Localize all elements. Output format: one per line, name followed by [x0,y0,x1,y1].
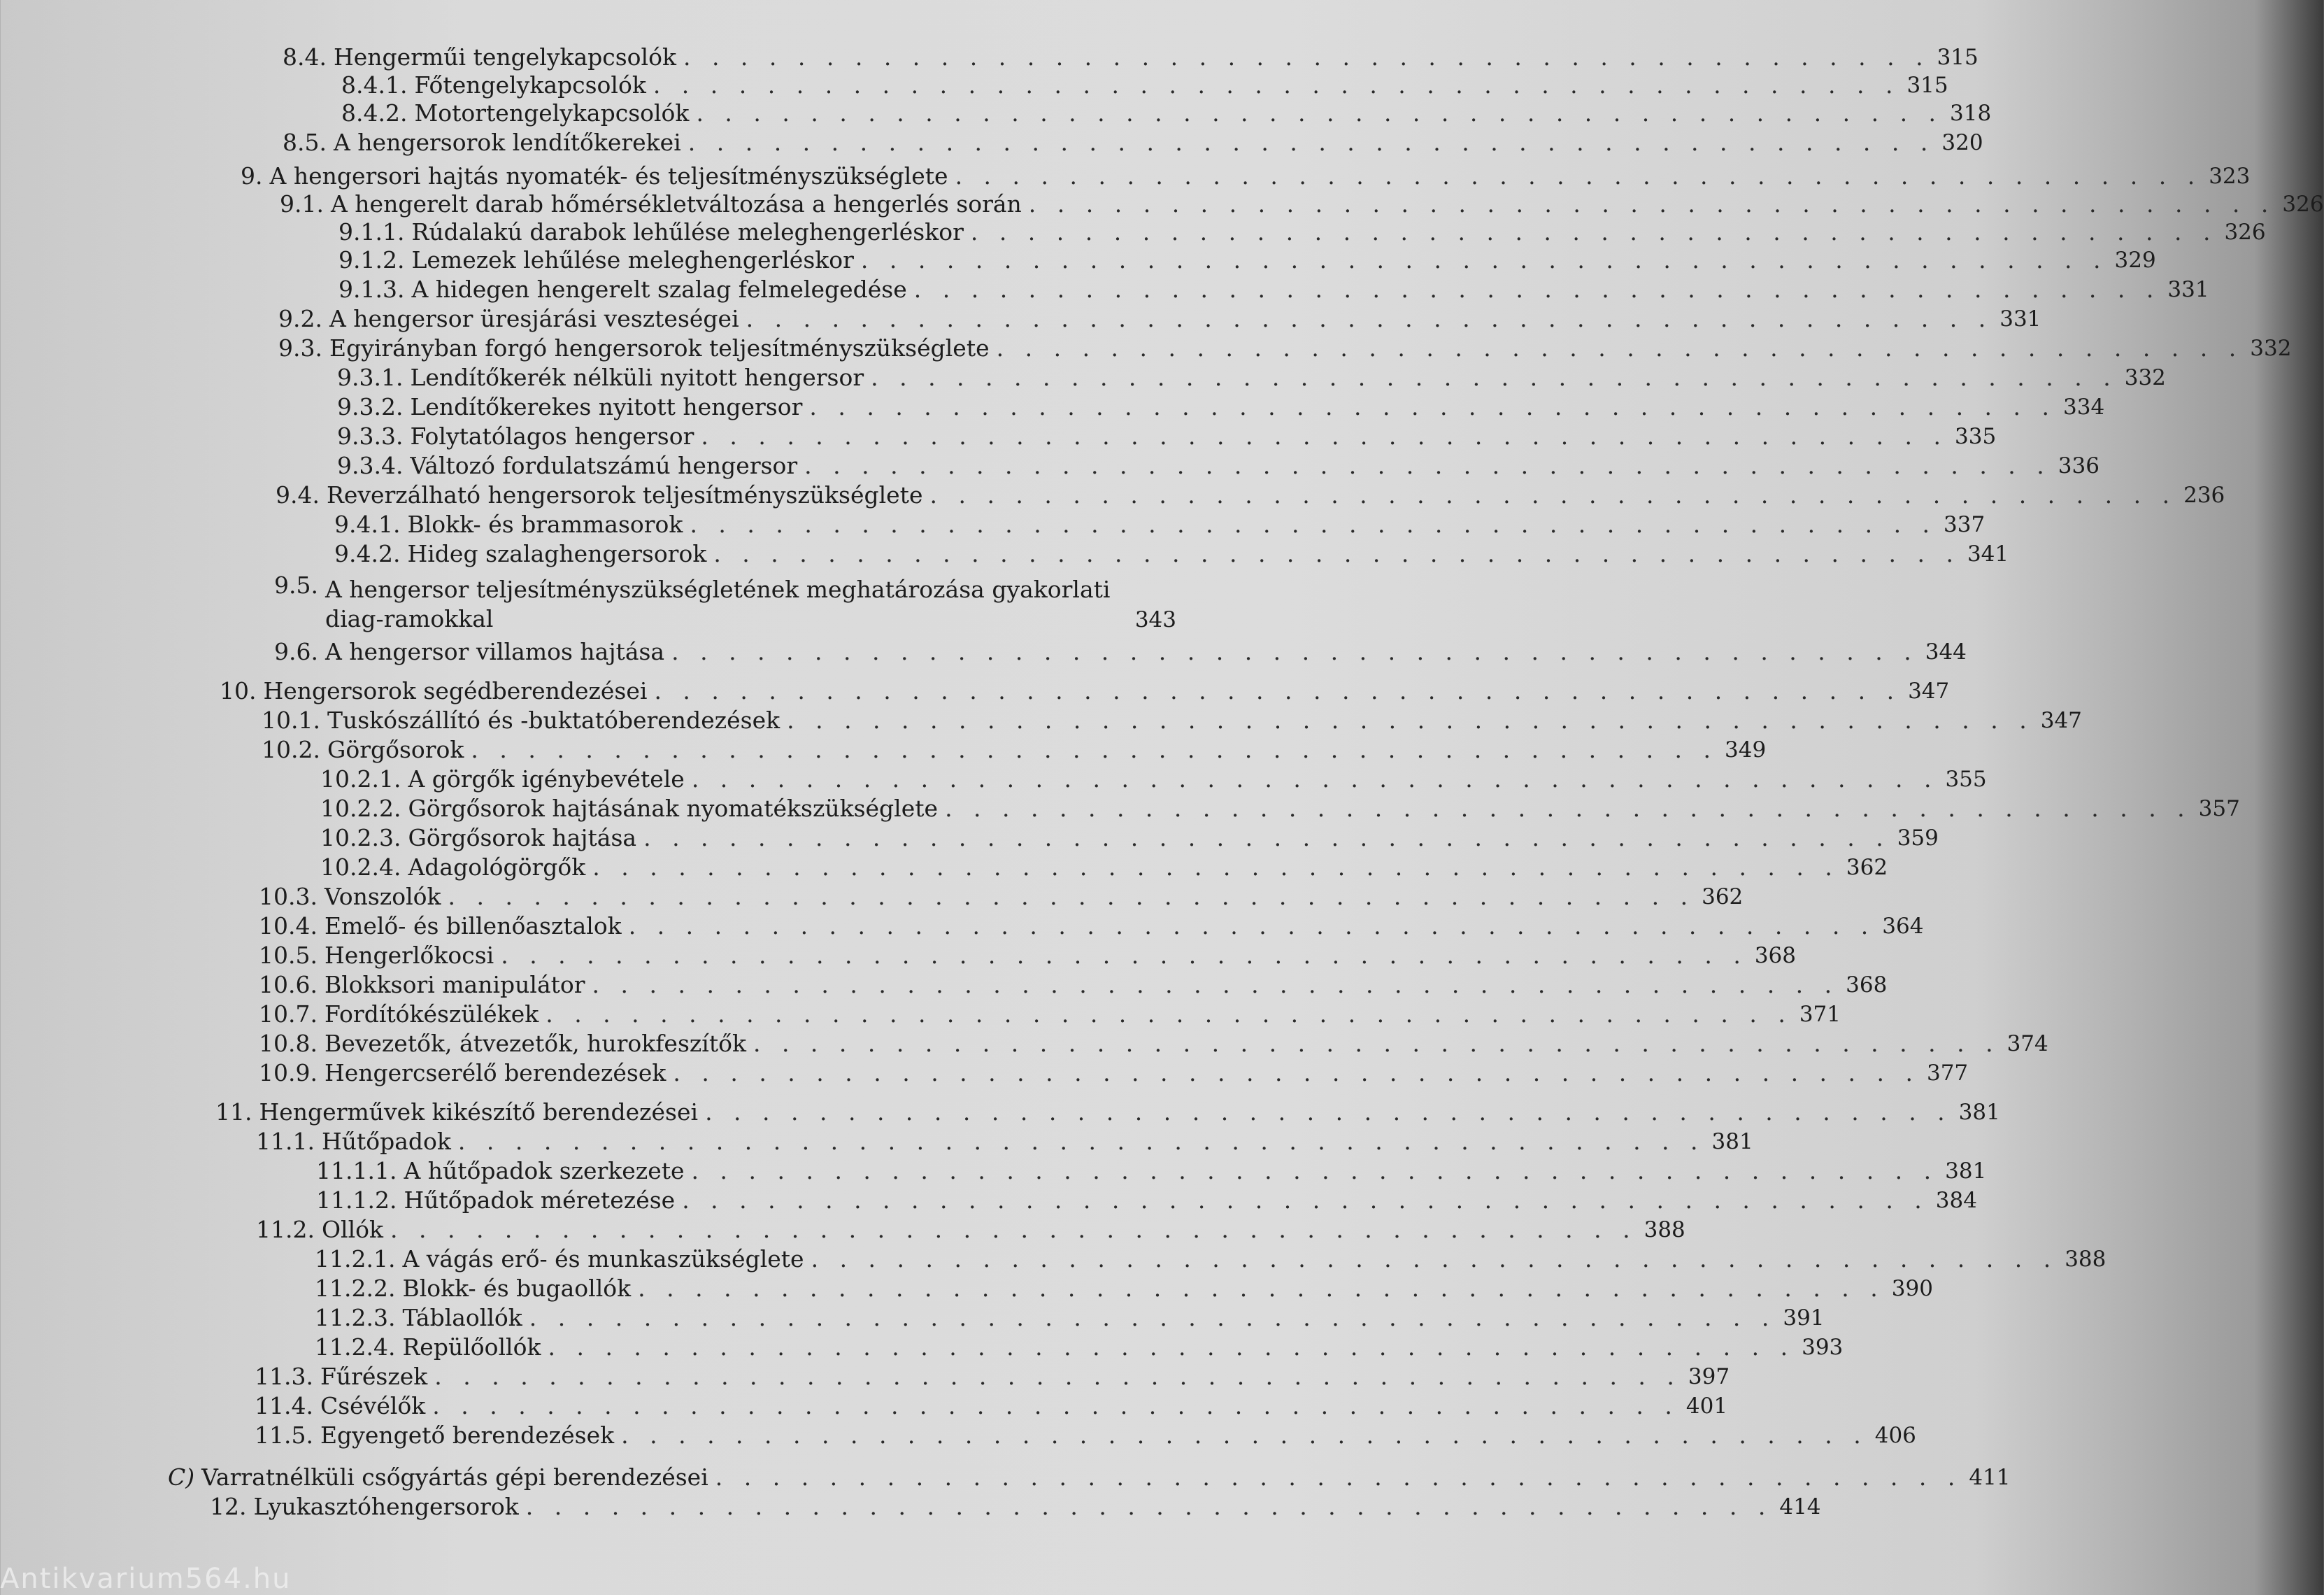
leader-dots: . . . . . . . . . . . . . . . . . . . . . . . . . . . . . . . . . . . . . . . . . . . . [913,276,2161,303]
entry-number: 11.1.2. [316,1186,397,1214]
leader-dots: . . . . . . . . . . . . . . . . . . . . . . . . . . . . . . . . . . . . . . . . . . . . [434,1363,1681,1390]
entry-number: 11.1. [256,1128,315,1155]
entry-number: 9.5. [274,572,318,599]
entry-page: 323 [2209,164,2251,189]
leader-dots: . . . . . . . . . . . . . . . . . . . . . . . . . . . . . . . . . . . . . . . . . . . . [804,452,2051,479]
entry-page: 377 [1926,1061,1969,1086]
toc-entry [259,965,1888,999]
leader-dots: . . . . . . . . . . . . . . . . . . . . . . . . . . . . . . . . . . . . . . . . . . . . [690,511,1937,538]
entry-title: Hengercserélő berendezések [324,1059,666,1086]
toc-entry [337,358,2166,392]
toc-entry [215,1093,2000,1126]
entry-title: Repülőollók [402,1333,541,1361]
entry-page: 362 [1702,884,1744,909]
toc-entry [315,1328,1844,1361]
entry-title: A vágás erő- és munkaszükséglete [402,1245,804,1273]
entry-number: 9.1.1. [338,218,405,246]
leader-dots: . . . . . . . . . . . . . . . . . . . . . . . . . . . . . . . . . . . . . . . . . . . . [955,162,2202,190]
entry-title: Görgősorok hajtásának nyomatékszükséglete [408,795,939,822]
leader-dots: . . . . . . . . . . . . . . . . . . . . . . . . . . . . . . . . . . . . . . . . . . . . [471,736,1718,763]
leader-dots: . . . . . . . . . . . . . . . . . . . . . . . . . . . . . . . . . . . . . . . . . . . . [643,824,1890,851]
entry-page: 397 [1688,1364,1730,1389]
entry-page: 236 [2183,483,2225,508]
entry-page: 329 [2114,248,2156,273]
leader-dots: . . . . . . . . . . . . . . . . . . . . . . . . . . . . . . . . . . . . . . . . . . . . [671,638,1918,665]
entry-number: 10.2.2. [320,795,401,822]
toc-entry [320,789,2240,823]
toc-entry [256,1210,1685,1244]
entry-number: 11. [215,1098,252,1126]
entry-title: A hengersor üresjárási veszteségei [329,305,739,332]
entry-title: A hengersor villamos hajtása [325,638,665,665]
entry-title: Hengersorok segédberendezései [263,677,648,704]
leader-dots: . . . . . . . . . . . . . . . . . . . . . . . . . . . . . . . . . . . . . . . . . . . . [691,765,1939,793]
leader-dots: . . . . . . . . . . . . . . . . . . . . . . . . . . . . . . . . . . . . . . . . . . . . [701,423,1948,450]
toc-entry [320,848,1888,881]
toc-entry [338,270,2209,304]
entry-number: 9.3. [278,334,322,362]
leader-dots: . . . . . . . . . . . . . . . . . . . . . . . . . . . . . . . . . . . . . . . . . . . . [696,99,1944,127]
entry-number: 9.3.1. [337,364,404,391]
entry-page: 334 [2063,395,2105,420]
entry-title: Hűtőpadok méretezése [404,1186,676,1214]
leader-dots: . . . . . . . . . . . . . . . . . . . . . . . . . . . . . . . . . . . . . . . . . . . . [448,883,1695,910]
entry-page: 388 [2065,1247,2106,1272]
toc-entry [256,1122,1753,1156]
leader-dots: . . . . . . . . . . . . . . . . . . . . . . . . . . . . . . . . . . . . . . . . . . . . [525,1493,1773,1520]
leader-dots: . . . . . . . . . . . . . . . . . . . . . . . . . . . . . . . . . . . . . . . . . . . . [871,364,2118,391]
entry-number: 9.1. [280,190,324,218]
entry-title: Lemezek lehűlése meleghengerléskor [411,246,854,274]
entry-number: 9.4.1. [334,511,401,538]
entry-page: 331 [2167,277,2209,302]
leader-dots: . . . . . . . . . . . . . . . . . . . . . . . . . . . . . . . . . . . . . . . . . . . . [787,707,2034,734]
entry-page: 388 [1644,1217,1685,1242]
entry-number: 11.2.2. [315,1275,396,1302]
toc-entry [262,701,2082,735]
entry-title: Egyengető berendezések [320,1422,615,1449]
entry-title: Rúdalakú darabok lehűlése meleghengerléskor [411,218,964,246]
watermark: Antikvarium564.hu [0,1563,292,1595]
entry-number: 9.1.2. [338,246,405,274]
entry-title: Lyukasztóhengersorok [253,1493,519,1520]
entry-title: Hűtőpadok [321,1128,451,1155]
entry-page: 390 [1891,1276,1933,1301]
entry-number: C) [168,1463,195,1491]
entry-page: 359 [1897,825,1939,851]
entry-number: 10.2. [262,736,320,763]
entry-number: 9.2. [278,305,322,332]
entry-number: 10.7. [259,1000,318,1028]
entry-page: 315 [1937,45,1979,70]
toc-entry [341,94,1992,127]
toc-entry [315,1269,1933,1303]
leader-dots: . . . . . . . . . . . . . . . . . . . . . . . . . . . . . . . . . . . . . . . . . . . . [811,1245,2058,1273]
entry-title: A hűtőpadok szerkezete [404,1157,685,1184]
toc-entry [337,446,2100,480]
toc-entry [338,241,2156,274]
toc-entry [334,534,2009,568]
entry-number: 8.4.1. [341,71,408,99]
entry-title: Hengerlőkocsi [324,942,494,969]
entry-number: 11.2.3. [315,1304,396,1331]
toc-entry [276,476,2225,509]
entry-page: 332 [2124,365,2166,390]
toc-entry [262,730,1767,764]
entry-number: 8.5. [283,129,327,156]
toc-entry [259,995,1841,1028]
entry-number: 10.2.3. [320,824,401,851]
entry-page: 326 [2282,192,2324,217]
leader-dots: . . . . . . . . . . . . . . . . . . . . . . . . . . . . . . . . . . . . . . . . . . . . [621,1422,1868,1449]
entry-page: 357 [2198,796,2240,821]
leader-dots: . . . . . . . . . . . . . . . . . . . . . . . . . . . . . . . . . . . . . . . . . . . . [432,1392,1679,1419]
toc-entry [210,1487,1821,1521]
entry-page: 362 [1846,855,1888,880]
toc-entry [259,1054,1969,1087]
toc-entry [315,1298,1825,1332]
entry-number: 11.2.1. [315,1245,396,1273]
entry-title: A hengersor teljesítményszükségletének meghatározása gyakorlati diag-ramokkal [325,576,1111,632]
entry-title: Lendítőkerekes nyitott hengersor [410,393,803,420]
entry-page: 315 [1906,73,1948,98]
toc-entry [168,1458,2011,1491]
entry-page: 411 [1969,1465,2011,1490]
leader-dots: . . . . . . . . . . . . . . . . . . . . . . . . . . . . . . . . . . . . . . . . . . . . [638,1275,1885,1302]
entry-title: Csévélők [320,1392,426,1419]
entry-number: 12. [210,1493,247,1520]
leader-dots: . . . . . . . . . . . . . . . . . . . . . . . . . . . . . . . . . . . . . . . . . . . . [654,677,1902,704]
entry-page: 381 [1958,1100,2000,1125]
leader-dots: . . . . . . . . . . . . . . . . . . . . . . . . . . . . . . . . . . . . . . . . . . . . [548,1333,1795,1361]
entry-title: A hengersori hajtás nyomaték- és teljesítményszükséglete [269,162,948,190]
entry-number: 11.4. [255,1392,313,1419]
toc-entry [316,1151,1987,1185]
entry-title: Reverzálható hengersorok teljesítményszükséglete [326,481,923,509]
entry-number: 10.2.1. [320,765,401,793]
entry-number: 9.3.4. [337,452,404,479]
entry-title: Táblaollók [402,1304,522,1331]
leader-dots: . . . . . . . . . . . . . . . . . . . . . . . . . . . . . . . . . . . . . . . . . . . . [945,795,2192,822]
entry-title: Hengerművek kikészítő berendezései [259,1098,699,1126]
entry-page: 349 [1725,737,1767,763]
entry-page: 347 [1908,679,1950,704]
entry-number: 9. [241,162,263,190]
entry-page: 401 [1685,1394,1728,1419]
entry-page: 336 [2058,453,2100,478]
leader-dots: . . . . . . . . . . . . . . . . . . . . . . . . . . . . . . . . . . . . . . . . . . . . [501,942,1748,969]
entry-page: 343 [1134,607,1176,632]
entry-number: 9.6. [274,638,318,665]
entry-title: Bevezetők, átvezetők, hurokfeszítők [324,1030,746,1057]
entry-title: Tuskószállító és -buktatóberendezések [327,707,780,734]
entry-title: Főtengelykapcsolók [414,71,646,99]
leader-dots: . . . . . . . . . . . . . . . . . . . . . . . . . . . . . . . . . . . . . . . . . . . . [457,1128,1705,1155]
leader-dots: . . . . . . . . . . . . . . . . . . . . . . . . . . . . . . . . . . . . . . . . . . . . [1028,190,2276,218]
toc-entry [316,1181,1977,1214]
entry-number: 10. [220,677,257,704]
leader-dots: . . . . . . . . . . . . . . . . . . . . . . . . . . . . . . . . . . . . . . . . . . . . [713,540,1960,567]
entry-title: Vonszolók [324,883,441,910]
entry-title: Adagológörgők [408,853,586,881]
toc-entry [320,760,1987,793]
entry-number: 11.5. [255,1422,313,1449]
entry-page: 341 [1967,541,2009,567]
entry-title: Fordítókészülékek [324,1000,539,1028]
toc-entry [278,299,2041,333]
toc-entry [220,672,1950,705]
entry-title: Görgősorok hajtása [408,824,637,851]
entry-title: Hideg szalaghengersorok [407,540,707,567]
entry-page: 391 [1783,1305,1825,1331]
leader-dots: . . . . . . . . . . . . . . . . . . . . . . . . . . . . . . . . . . . . . . . . . . . . [546,1000,1792,1028]
entry-title: Blokksori manipulátor [324,971,585,998]
entry-title: Változó fordulatszámú hengersor [410,452,798,479]
leader-dots: . . . . . . . . . . . . . . . . . . . . . . . . . . . . . . . . . . . . . . . . . . . . [592,853,1839,881]
leader-dots: . . . . . . . . . . . . . . . . . . . . . . . . . . . . . . . . . . . . . . . . . . . . [753,1030,2000,1057]
entry-title: A hidegen hengerelt szalag felmelegedése [411,276,907,303]
leader-dots: . . . . . . . . . . . . . . . . . . . . . . . . . . . . . . . . . . . . . . . . . . . . [683,43,1930,71]
entry-number: 8.4.2. [341,99,408,127]
entry-page: 414 [1779,1494,1821,1519]
leader-dots: . . . . . . . . . . . . . . . . . . . . . . . . . . . . . . . . . . . . . . . . . . . . [860,246,2108,274]
entry-page: 384 [1935,1188,1977,1213]
toc-entry [255,1416,1916,1449]
entry-title: Motortengelykapcsolók [414,99,690,127]
toc-entry [337,417,1997,451]
toc-entry [255,1387,1728,1420]
leader-dots: . . . . . . . . . . . . . . . . . . . . . . . . . . . . . . . . . . . . . . . . . . . . [653,71,1900,99]
entry-number: 10.3. [259,883,318,910]
toc-entry [315,1240,2106,1273]
entry-number: 11.2.4. [315,1333,396,1361]
leader-dots: . . . . . . . . . . . . . . . . . . . . . . . . . . . . . . . . . . . . . . . . . . . . [996,334,2244,362]
entry-number: 11.1.1. [316,1157,397,1184]
entry-title: Hengerműi tengelykapcsolók [333,43,676,71]
entry-title: Egyirányban forgó hengersorok teljesítményszükséglete [329,334,990,362]
entry-page: 368 [1754,943,1796,968]
entry-page: 331 [1999,306,2041,332]
entry-page: 347 [2040,708,2082,733]
entry-number: 9.1.3. [338,276,405,303]
entry-title: A görgők igénybevétele [408,765,685,793]
entry-number: 11.2. [256,1216,315,1243]
entry-page: 344 [1925,639,1967,665]
entry-number: 10.6. [259,971,318,998]
entry-page: 374 [2006,1031,2048,1056]
entry-page: 381 [1945,1158,1987,1184]
entry-title: Folytatólagos hengersor [410,423,694,450]
entry-number: 11.3. [255,1363,313,1390]
entry-page: 337 [1944,512,1986,537]
leader-dots: . . . . . . . . . . . . . . . . . . . . . . . . . . . . . . . . . . . . . . . . . . . . [592,971,1839,998]
entry-title: A hengerelt darab hőmérsékletváltozása a hengerlés során [330,190,1022,218]
leader-dots: . . . . . . . . . . . . . . . . . . . . . . . . . . . . . . . . . . . . . . . . . . . . [705,1098,1952,1126]
entry-page: 326 [2224,220,2266,245]
toc-entry [274,571,1176,634]
toc-entry [278,329,2292,362]
leader-dots: . . . . . . . . . . . . . . . . . . . . . . . . . . . . . . . . . . . . . . . . . . . . [673,1059,1920,1086]
entry-title: Blokk- és brammasorok [407,511,683,538]
entry-page: 320 [1941,130,1983,155]
entry-number: 10.5. [259,942,318,969]
entry-number: 10.4. [259,912,318,940]
entry-title: Fűrészek [320,1363,428,1390]
toc-entry [259,936,1796,970]
entry-page: 406 [1874,1423,1916,1448]
leader-dots: . . . . . . . . . . . . . . . . . . . . . . . . . . . . . . . . . . . . . . . . . . . . [687,129,1935,156]
entry-number: 10.2.4. [320,853,401,881]
leader-dots: . . . . . . . . . . . . . . . . . . . . . . . . . . . . . . . . . . . . . . . . . . . . [970,218,2218,246]
entry-number: 10.9. [259,1059,318,1086]
toc-entry [259,1024,2048,1058]
entry-number: 9.3.2. [337,393,404,420]
leader-dots: . . . . . . . . . . . . . . . . . . . . . . . . . . . . . . . . . . . . . . . . . . . . [809,393,2056,420]
leader-dots: . . . . . . . . . . . . . . . . . . . . . . . . . . . . . . . . . . . . . . . . . . . . [929,481,2177,509]
leader-dots: . . . . . . . . . . . . . . . . . . . . . . . . . . . . . . . . . . . . . . . . . . . . [529,1304,1776,1331]
leader-dots: . . . . . . . . . . . . . . . . . . . . . . . . . . . . . . . . . . . . . . . . . . . . [628,912,1876,940]
leader-dots: . . . . . . . . . . . . . . . . . . . . . . . . . . . . . . . . . . . . . . . . . . . . [390,1216,1637,1243]
entry-number: 9.3.3. [337,423,404,450]
toc-entry [259,907,1924,940]
entry-title: Blokk- és bugaollók [402,1275,632,1302]
leader-dots: . . . . . . . . . . . . . . . . . . . . . . . . . . . . . . . . . . . . . . . . . . . . [715,1463,1962,1491]
leader-dots: . . . . . . . . . . . . . . . . . . . . . . . . . . . . . . . . . . . . . . . . . . . . [746,305,1993,332]
leader-dots: . . . . . . . . . . . . . . . . . . . . . . . . . . . . . . . . . . . . . . . . . . . . [691,1157,1939,1184]
toc-entry [283,123,1983,157]
entry-number: 8.4. [283,43,327,71]
entry-page: 368 [1846,972,1888,998]
entry-page: 393 [1802,1335,1844,1360]
entry-number: 10.8. [259,1030,318,1057]
leader-dots: . . . . . . . . . . . . . . . . . . . . . . . . . . . . . . . . . . . . . . . . . . . . [682,1186,1929,1214]
entry-title: Emelő- és billenőasztalok [324,912,622,940]
entry-page: 335 [1955,424,1997,449]
toc-entry [334,505,1986,539]
toc-entry [255,1357,1730,1391]
entry-title: Görgősorok [327,736,464,763]
toc-entry [259,877,1744,911]
entry-number: 9.4. [276,481,320,509]
entry-title: Lendítőkerék nélküli nyitott hengersor [410,364,864,391]
entry-number: 10.1. [262,707,320,734]
entry-page: 381 [1711,1129,1753,1154]
entry-page: 355 [1945,767,1987,792]
entry-title: Ollók [321,1216,383,1243]
entry-number: 9.4.2. [334,540,401,567]
entry-title: A hengersorok lendítőkerekei [333,129,681,156]
toc-entry [320,818,1939,852]
entry-page: 332 [2250,336,2292,361]
toc-entry [337,388,2105,421]
toc-entry [274,632,1967,666]
entry-page: 318 [1950,101,1992,126]
entry-title: Varratnélküli csőgyártás gépi berendezései [201,1463,708,1491]
entry-page: 364 [1882,914,1924,939]
entry-page: 371 [1799,1002,1841,1027]
